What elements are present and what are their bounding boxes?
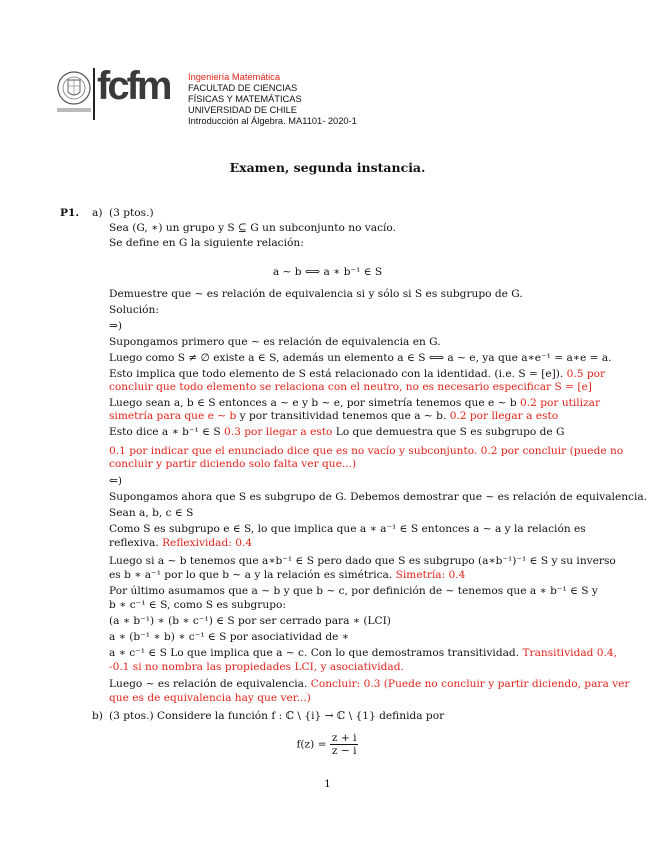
university-logo	[57, 58, 182, 137]
grading-note: 0.5 por	[566, 368, 606, 380]
line: Supongamos ahora que S es subgrupo de G. Debemos demostrar que ∼ es relación de equivalencia.	[109, 491, 648, 503]
header-dept: Ingeniería Matemática	[188, 72, 280, 82]
grading-note: Simetría: 0.4	[395, 569, 466, 581]
grading-note: 0.2 por utilizar	[520, 397, 601, 409]
grading-note: 0.1 por indicar que el enunciado dice que es no vacío y subconjunto. 0.2 por concluir (puede no	[109, 445, 624, 457]
line: ⇐)	[109, 475, 123, 487]
header-faculty-1: FACULTAD DE CIENCIAS	[188, 83, 298, 93]
relation-formula: a ∼ b ⟺ a ∗ b⁻¹ ∈ S	[272, 266, 383, 278]
grading-note: Reflexividad: 0.4	[162, 537, 253, 549]
fcfm-logo-text: fcfm	[97, 64, 170, 108]
header-faculty-2: FÍSICAS Y MATEMÁTICAS	[188, 94, 302, 104]
line: Luego sean a, b ∈ S entonces a ∼ e y b ∼ e, por simetría tenemos que e ∼ b 0.2 por utilizar	[109, 397, 601, 409]
exam-title: Examen, segunda instancia.	[229, 160, 426, 175]
line: Demuestre que ∼ es relación de equivalencia si y sólo si S es subgrupo de G.	[109, 288, 523, 300]
line: Esto implica que todo elemento de S está relacionado con la identidad. (i.e. S = [e]). 0.5 por	[109, 368, 606, 380]
line: Luego ∼ es relación de equivalencia. Concluir: 0.3 (Puede no concluir y partir diciendo, para ver	[109, 678, 630, 690]
line: a ∗ c⁻¹ ∈ S Lo que implica que a ∼ c. Con lo que demostramos transitividad. Transitividad 0.4,	[109, 647, 618, 659]
line: (3 ptos.)	[109, 207, 154, 219]
grading-note: Concluir: 0.3 (Puede no concluir y partir diciendo, para ver	[310, 678, 630, 690]
line: Como S es subgrupo e ∈ S, lo que implica que a ∗ a⁻¹ ∈ S entonces a ∼ a y la relación es	[109, 523, 586, 535]
grading-note: simetría para que e ∼ b	[109, 410, 237, 422]
line: (a ∗ b⁻¹) ∗ (b ∗ c⁻¹) ∈ S por ser cerrado para ∗ (LCI)	[109, 615, 391, 627]
line: Luego como S ≠ ∅ existe a ∈ S, además un elemento a ∈ S ⟺ a ∼ e, ya que a∗e⁻¹ = a∗e = a.	[109, 352, 612, 364]
grading-note: -0.1 si no nombra las propiedades LCI, y asociatividad.	[109, 661, 404, 673]
line: (3 ptos.) Considere la función f : ℂ \ {i} → ℂ \ {1} definida por	[109, 710, 445, 722]
fraction-denominator: z − i	[331, 745, 357, 757]
grading-note: concluir y partir diciendo solo falta ver que...)	[109, 458, 357, 470]
header-university: UNIVERSIDAD DE CHILE	[188, 105, 298, 115]
line: es b ∗ a⁻¹ por lo que b ∼ a y la relación es simétrica. Simetría: 0.4	[109, 569, 466, 581]
line: Sean a, b, c ∈ S	[109, 507, 194, 519]
line: Por último asumamos que a ∼ b y que b ∼ c, por definición de ∼ tenemos que a ∗ b⁻¹ ∈ S y	[109, 585, 598, 597]
line: simetría para que e ∼ b y por transitividad tenemos que a ∼ b. 0.2 por llegar a esto	[109, 410, 559, 422]
line: Esto dice a ∗ b⁻¹ ∈ S 0.3 por llegar a esto Lo que demuestra que S es subgrupo de G	[109, 426, 565, 438]
line: a ∗ (b⁻¹ ∗ b) ∗ c⁻¹ ∈ S por asociatividad de ∗	[109, 631, 350, 643]
line: b ∗ c⁻¹ ∈ S, como S es subgrupo:	[109, 599, 286, 611]
fraction	[330, 732, 359, 757]
page-number: 1	[324, 778, 331, 790]
line: Se define en G la siguiente relación:	[109, 237, 304, 249]
function-formula: f(z) = $\frac{z + i}{z - i}$	[296, 732, 357, 757]
grading-note: Transitividad 0.4,	[522, 647, 618, 659]
problem-label: P1.	[60, 207, 80, 219]
line: Luego si a ∼ b tenemos que a∗b⁻¹ ∈ S pero dado que S es subgrupo (a∗b⁻¹)⁻¹ ∈ S y su inverso	[109, 555, 616, 567]
line: reflexiva. Reflexividad: 0.4	[109, 537, 253, 549]
line: Sea (G, ∗) un grupo y S ⊆ G un subconjunto no vacío.	[109, 222, 396, 234]
part-b-label: b)	[92, 710, 103, 722]
grading-note: concluir que todo elemento se relaciona con el neutro, no es necesario especificar S = [e]	[109, 381, 592, 393]
line: Supongamos primero que ∼ es relación de equivalencia en G.	[109, 336, 441, 348]
grading-note: 0.3 por llegar a esto	[224, 426, 333, 438]
grading-note: que es de equivalencia hay que ver...)	[109, 692, 311, 704]
fraction-numerator: z + i	[331, 732, 357, 744]
line: ⇒)	[109, 320, 123, 332]
line: Solución:	[109, 304, 159, 316]
grading-note: 0.2 por llegar a esto	[449, 410, 559, 422]
part-a-label: a)	[92, 207, 103, 219]
header-course: Introducción al Álgebra. MA1101- 2020-1	[188, 116, 357, 126]
